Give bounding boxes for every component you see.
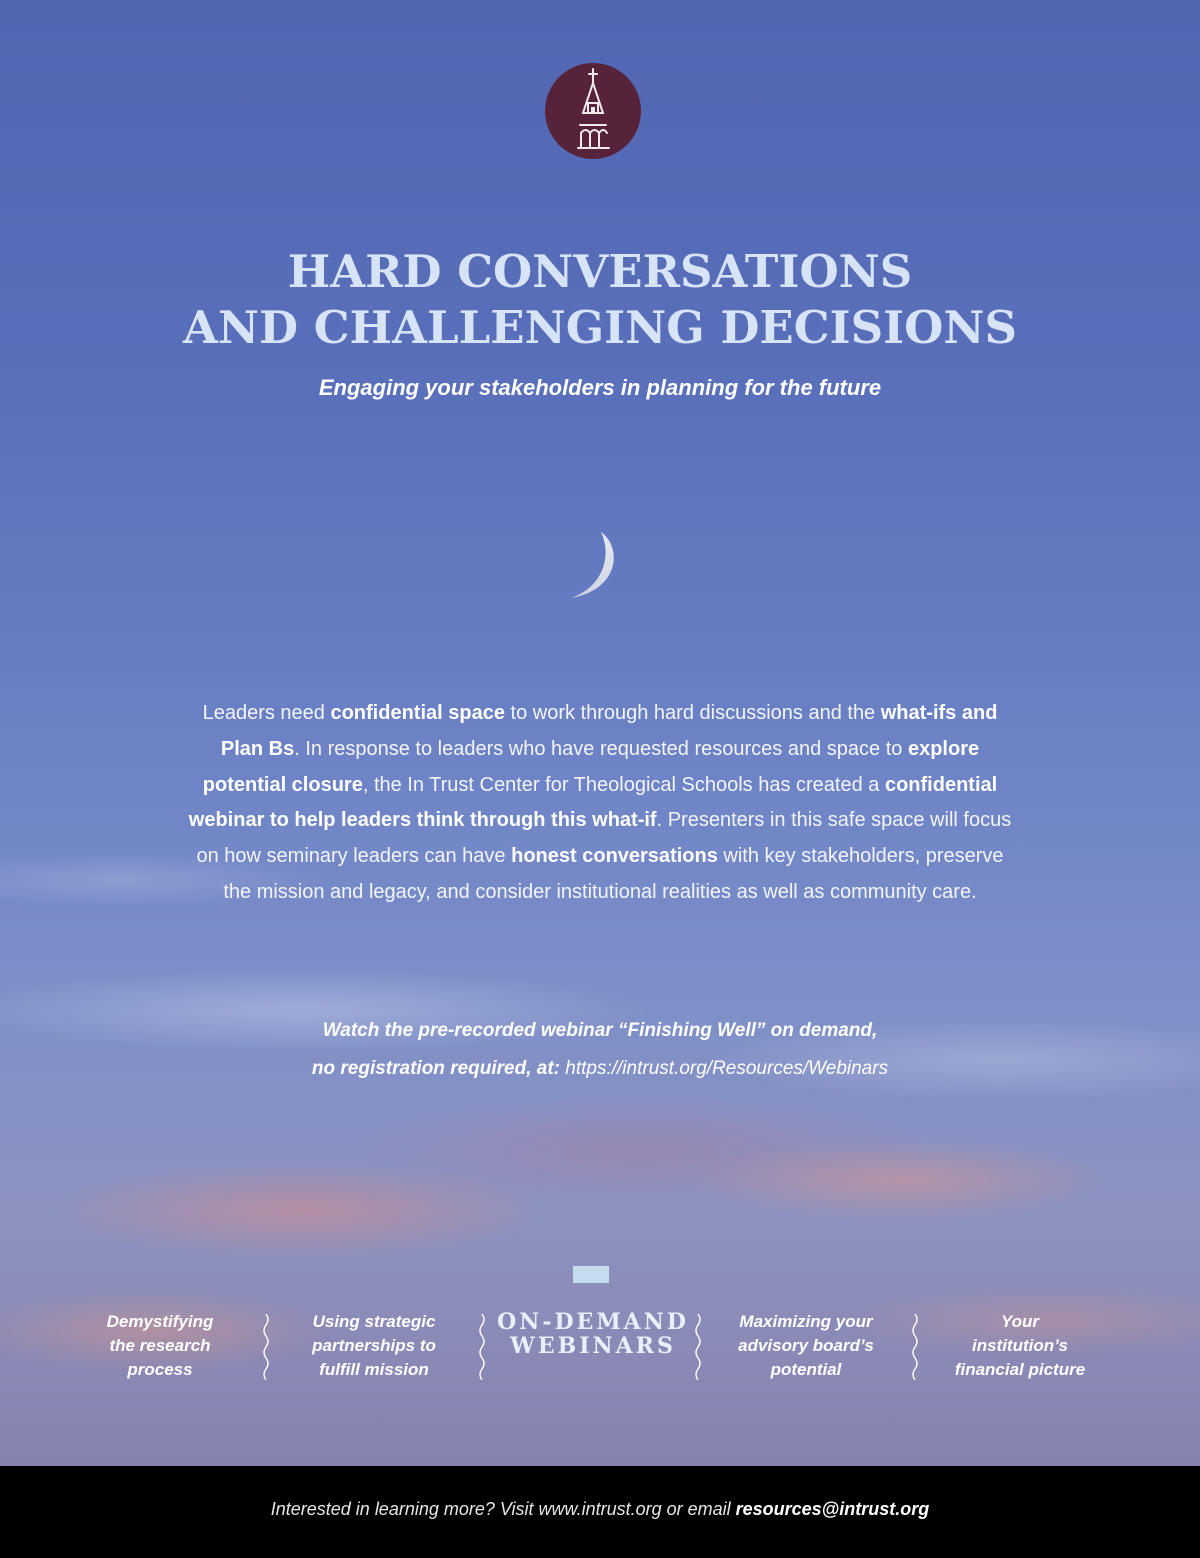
wavy-divider-icon (260, 1314, 272, 1380)
footer-bar (0, 1466, 1200, 1558)
crescent-moon-icon (565, 528, 625, 603)
topic-advisory-board (708, 1310, 904, 1382)
topic-line: the research (109, 1336, 211, 1355)
body-text-3: . In response to leaders who have requested resources and space to (294, 737, 908, 760)
watch-line-2: no registration required, at: (311, 1058, 566, 1079)
accent-dash (573, 1266, 609, 1283)
footer-prompt: Interested in learning more? Visit www.intrust.org or email (270, 1499, 736, 1519)
page-title (100, 244, 1100, 356)
topic-line: Using strategic (312, 1312, 436, 1331)
topic-line: Maximizing your (739, 1312, 873, 1331)
topic-line: potential (770, 1360, 842, 1379)
footer-email-link[interactable]: resources@intrust.org (735, 1499, 930, 1519)
body-bold-4: confidential webinar to help leaders think through this what-if (188, 773, 998, 832)
body-text-2: to work through hard discussions and the (504, 702, 881, 724)
topics-row (50, 1310, 1150, 1390)
topic-line: institution’s (971, 1336, 1068, 1355)
wavy-divider-icon (909, 1314, 921, 1380)
body-bold-2: what-ifs and Plan Bs (220, 702, 998, 760)
logo-badge (545, 63, 641, 159)
topic-partnerships (276, 1310, 472, 1382)
topic-financial-picture (922, 1310, 1118, 1382)
body-bold-5: honest conversations (511, 845, 718, 868)
body-text-6: with key stakeholders, preserve the mission and legacy, and consider institutional realities as well as community care. (223, 845, 1004, 903)
body-bold-3: explore potential closure (202, 737, 980, 796)
topic-line: Your (1000, 1312, 1040, 1331)
watch-line-1: Watch the pre-recorded webinar “Finishing Well” on demand, (322, 1020, 878, 1041)
topic-line: partnerships to (312, 1336, 436, 1355)
topic-line: fulfill mission (319, 1360, 429, 1379)
title-line-1: HARD CONVERSATIONS (287, 245, 913, 298)
topic-line: process (127, 1360, 193, 1379)
topic-line: financial picture (954, 1360, 1086, 1379)
wavy-divider-icon (692, 1314, 704, 1380)
topic-line: Demystifying (106, 1312, 214, 1331)
topic-research (62, 1310, 258, 1382)
on-demand-webinars-label (490, 1310, 696, 1358)
body-text-4: , the In Trust Center for Theological Schools has created a (362, 773, 885, 796)
subtitle: Engaging your stakeholders in planning for the future (318, 375, 882, 400)
chapel-steeple-icon (545, 63, 641, 159)
body-text-1: Leaders need (202, 702, 331, 724)
body-bold-1: confidential space (330, 702, 505, 724)
footer-text (0, 1496, 1200, 1522)
center-label-line-1: ON-DEMAND (497, 1309, 689, 1335)
wavy-divider-icon (476, 1314, 488, 1380)
body-paragraph (180, 696, 1020, 911)
body-text-5: . Presenters in this safe space will focus on how seminary leaders can have (196, 809, 1012, 868)
title-line-2: AND CHALLENGING DECISIONS (183, 301, 1017, 354)
center-label-line-2: WEBINARS (510, 1333, 676, 1359)
topic-line: advisory board’s (738, 1336, 874, 1355)
watch-callout (150, 1012, 1050, 1088)
webinars-link[interactable]: https://intrust.org/Resources/Webinars (565, 1058, 889, 1079)
